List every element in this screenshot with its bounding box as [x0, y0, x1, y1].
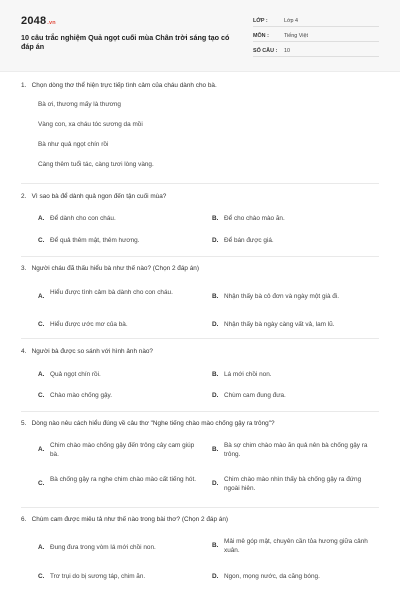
option-text: Đung đưa trong vòm lá mới chồi non. [50, 544, 156, 551]
question-prompt: Chùm cam được miêu tả như thế nào trong bài thơ? (Chọn 2 đáp án) [31, 516, 229, 523]
option-letter: C. [38, 480, 45, 487]
question-divider [21, 183, 379, 184]
option-text: Mải mê góp mật, chuyên cần tỏa hương giữa cảnh xuân. [224, 538, 368, 554]
option-text: Bà sợ chim chào mào ăn quả nên bà chống gậy ra trông. [224, 442, 368, 458]
option-letter: B. [212, 215, 219, 222]
meta-grade-value: Lớp 4 [284, 18, 299, 24]
option-text: Hiểu được ước mơ của bà. [50, 321, 128, 328]
option-letter: C. [38, 237, 45, 244]
option-letter: A. [38, 446, 45, 453]
question-prompt: Chọn dòng thơ thể hiện trực tiếp tình cảm của cháu dành cho bà. [31, 82, 217, 89]
option-text: Bà chống gậy ra nghe chim chào mào cất tiếng hót. [50, 476, 197, 483]
option-letter: C. [38, 392, 45, 399]
option-text: Nhận thấy bà ngày càng vất vả, lam lũ. [224, 321, 335, 328]
question-text [21, 193, 381, 202]
meta-grade-label: LỚP : [253, 18, 268, 24]
option-text: Chùm cam đung đưa. [224, 392, 286, 399]
option-letter: A. [38, 544, 45, 551]
option-text: Để quả thêm mật, thêm hương. [50, 237, 140, 244]
option-letter: C. [38, 573, 45, 580]
option-letter: D. [212, 237, 219, 244]
meta-count-label: SỐ CÂU : [253, 48, 278, 54]
question-prompt: Người bà được so sánh với hình ảnh nào? [31, 348, 153, 355]
option-letter: B. [212, 542, 219, 549]
question-number: 1. [21, 82, 27, 89]
option-letter: D. [212, 480, 219, 487]
question-divider [21, 507, 379, 508]
option-text: Nhận thấy bà cô đơn và ngày một già đi. [224, 293, 340, 300]
answer-option[interactable]: Bà như quả ngọt chín rồi [38, 141, 109, 148]
option-letter: B. [212, 371, 219, 378]
option-letter: D. [212, 573, 219, 580]
question-number: 5. [21, 420, 27, 427]
question-divider [21, 338, 379, 339]
question-number: 3. [21, 265, 27, 272]
option-text: Chào mào chống gậy. [50, 392, 113, 399]
question-prompt: Vì sao bà để dành quả ngon đến tận cuối mùa? [31, 193, 167, 200]
option-text: Trơ trụi do bị sương táp, chim ăn. [50, 573, 146, 580]
question-text [21, 516, 381, 525]
question-number: 4. [21, 348, 27, 355]
option-text: Lá mới chồi non. [224, 371, 272, 378]
option-letter: B. [212, 446, 219, 453]
question-text [21, 265, 381, 274]
meta-count [253, 46, 379, 57]
option-text: Hiểu được tình cảm bà dành cho con cháu. [50, 289, 173, 296]
question-text [21, 420, 381, 429]
option-text: Để dành cho con cháu. [50, 215, 116, 222]
option-text: Để cho chào mào ăn. [224, 215, 285, 222]
option-text: Chim chào mào chống gậy đến trông cây cam giúp bà. [50, 442, 195, 458]
option-letter: A. [38, 293, 45, 300]
option-letter: B. [212, 293, 219, 300]
option-letter: A. [38, 371, 45, 378]
option-text: Để bán được giá. [224, 237, 274, 244]
worksheet-title: 10 câu trắc nghiệm Quả ngọt cuối mùa Chân trời sáng tạo có đáp án [21, 33, 230, 52]
answer-option[interactable]: Vàng con, xa cháu tóc sương da mồi [38, 121, 143, 128]
option-letter: A. [38, 215, 45, 222]
question-number: 6. [21, 516, 27, 523]
meta-subject-value: Tiếng Việt [284, 33, 308, 39]
question-divider [21, 411, 379, 412]
option-letter: D. [212, 321, 219, 328]
answer-option[interactable]: Càng thêm tuổi tác, càng tươi lòng vàng. [38, 161, 154, 168]
question-text [21, 82, 381, 91]
site-logo[interactable] [21, 14, 56, 29]
logo-suffix: .vn [47, 20, 56, 26]
meta-subject [253, 31, 379, 42]
question-prompt: Người cháu đã thấu hiểu bà như thế nào? (Chọn 2 đáp án) [31, 265, 199, 272]
meta-count-value: 10 [284, 48, 290, 54]
question-text [21, 348, 381, 357]
option-letter: D. [212, 392, 219, 399]
answer-option[interactable]: Bà ơi, thương mấy là thương [38, 101, 121, 108]
option-letter: C. [38, 321, 45, 328]
option-text: Ngon, mọng nước, da căng bóng. [224, 573, 320, 580]
question-prompt: Dòng nào nêu cách hiểu đúng về câu thơ "Nghe tiếng chào mào chống gậy ra trông"? [31, 420, 275, 427]
option-text: Chim chào mào nhìn thấy bà chống gậy ra đứng ngoài hiên. [224, 476, 362, 492]
logo-main: 2048 [21, 15, 47, 27]
question-divider [21, 256, 379, 257]
option-text: Quả ngọt chín rồi. [50, 371, 101, 378]
question-number: 2. [21, 193, 27, 200]
meta-grade [253, 16, 379, 27]
worksheet-header [0, 0, 400, 72]
meta-subject-label: MÔN : [253, 33, 269, 39]
